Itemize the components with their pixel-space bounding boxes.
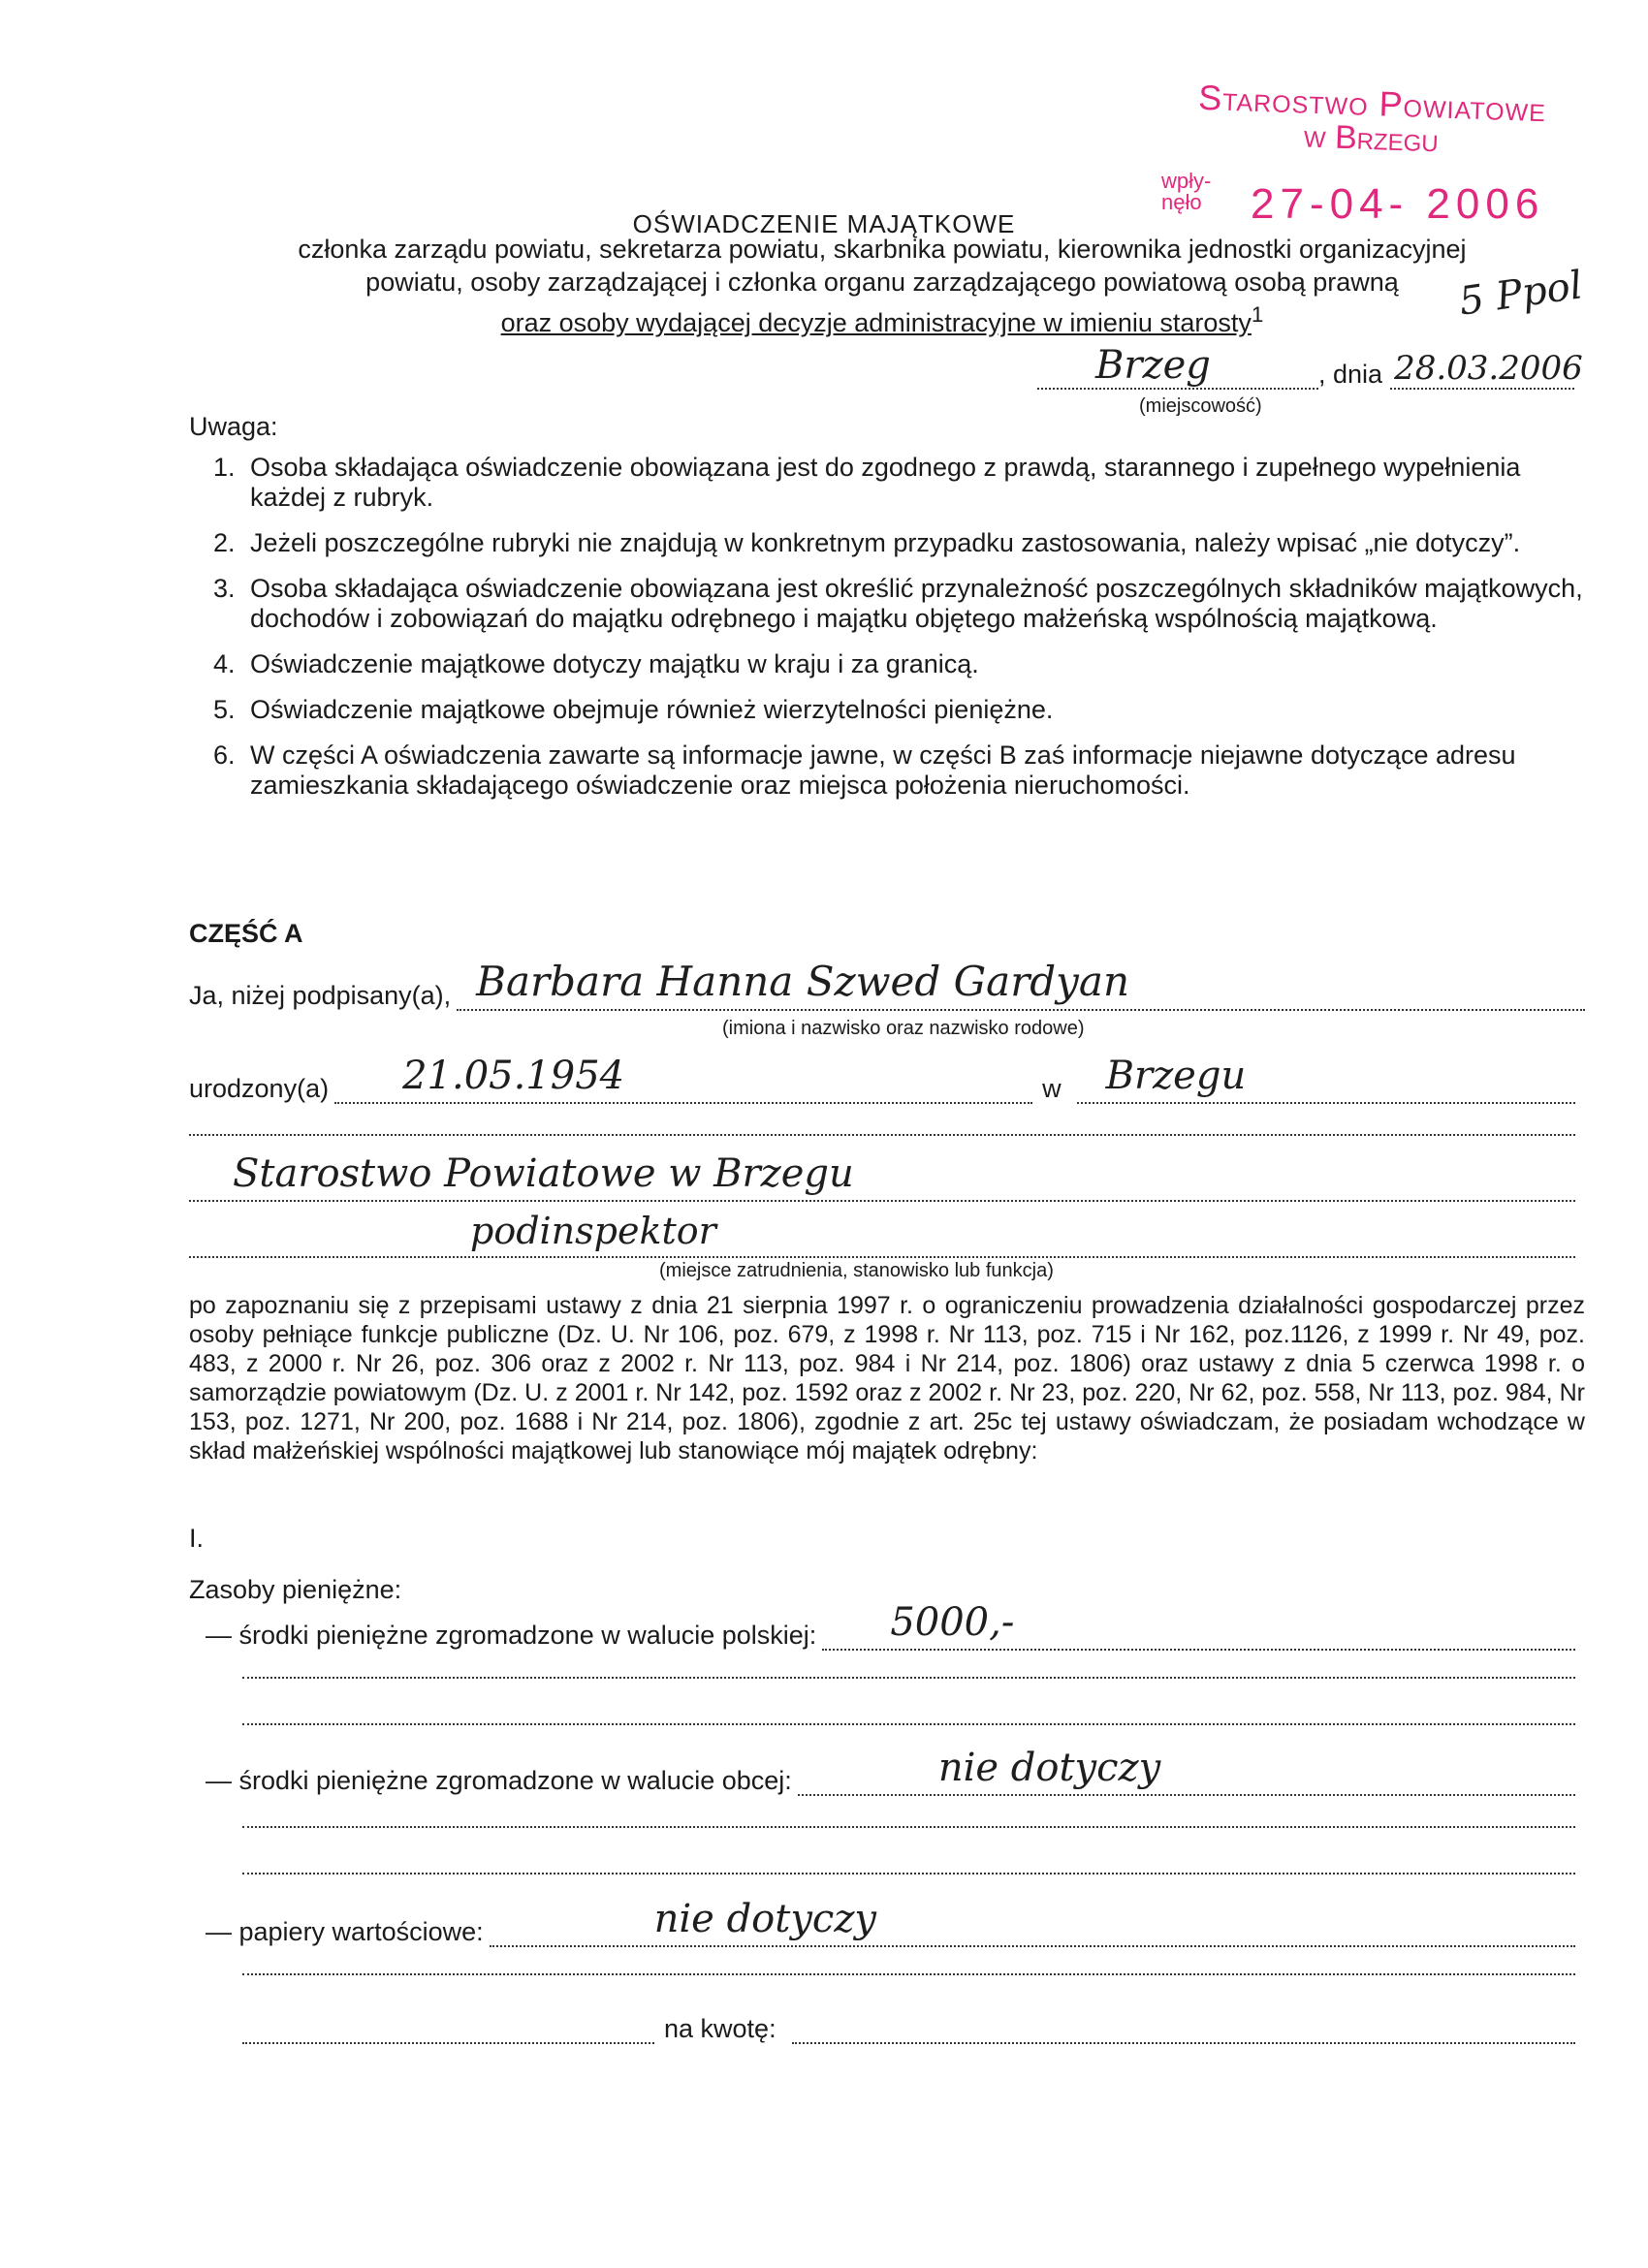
registry-stamp: [1157, 76, 1586, 165]
amount-label: na kwotę:: [664, 2014, 776, 2043]
employer-row: [189, 1151, 1575, 1202]
note-item: 4. Oświadczenie majątkowe dotyczy majątku w kraju i za granicą.: [242, 649, 1595, 679]
subtitle-line-2: powiatu, osoby zarządzającej i członka organu zarządzającego powiatową osobą prawną: [365, 268, 1399, 297]
foreign-field[interactable]: [798, 1746, 1575, 1796]
date-label: , dnia: [1318, 360, 1383, 389]
blank-line: [242, 1675, 1575, 1679]
stamp-city: w Brzegu: [1303, 117, 1440, 160]
birth-place-field[interactable]: [1077, 1054, 1575, 1104]
birth-place-value: Brzegu: [1105, 1054, 1247, 1098]
foreign-label: — środki pieniężne zgromadzone w walucie obcej:: [206, 1766, 792, 1795]
margin-note: 5 Ppol: [1456, 263, 1586, 325]
name-caption: (imiona i nazwisko oraz nazwisko rodowe): [722, 1018, 1085, 1039]
name-field[interactable]: [457, 958, 1585, 1011]
employer-value: Starostwo Powiatowe w Brzegu: [233, 1151, 854, 1196]
securities-label: — papiery wartościowe:: [206, 1917, 484, 1946]
securities-field[interactable]: [490, 1897, 1575, 1947]
subtitle-line-3: oraz osoby wydającej decyzje administracyjne w imieniu starosty$^1$: [500, 302, 1264, 337]
place-caption: (miejscowość): [1139, 395, 1262, 417]
amount-row: [242, 2014, 1575, 2044]
section-roman: I.: [189, 1524, 205, 1553]
in-label: w: [1042, 1074, 1062, 1103]
foreign-value: nie dotyczy: [937, 1746, 1161, 1790]
note-item: 5. Oświadczenie majątkowe obejmuje również wierzytelności pieniężne.: [242, 695, 1595, 725]
position-row: [189, 1210, 1575, 1258]
securities-value: nie dotyczy: [653, 1897, 876, 1941]
pln-field[interactable]: [822, 1600, 1575, 1651]
form-title: OŚWIADCZENIE MAJĄTKOWE: [632, 209, 1016, 238]
foreign-row: [206, 1746, 1575, 1796]
blank-line: [189, 1132, 1575, 1136]
date-field[interactable]: [1390, 349, 1583, 390]
securities-row: [206, 1897, 1575, 1947]
blank-line: [242, 1721, 1575, 1725]
law-reference-text: po zapoznaniu się z przepisami ustawy z dnia 21 sierpnia 1997 r. o ograniczeniu prowadzenia działalności gospodarczej przez osoby pełniące funkcje publiczne (Dz. U. Nr 106, poz. 679, z 1998 r. Nr 113, poz. 715 i Nr 162, poz.1126, z 1999 r. Nr 49, poz. 483, z 2000 r. Nr 26, poz. 306 oraz z 2002 r. Nr 113, poz. 984 i Nr 214, poz. 1806) oraz ustawy z dnia 5 czerwca 1998 r. o samorządzie powiatowym (Dz. U. z 2001 r. Nr 142, poz. 1592 oraz z 2002 r. Nr 23, poz. 220, Nr 62, poz. 558, Nr 113, poz. 984, Nr 153, poz. 1271, Nr 200, poz. 1688 i Nr 214, poz. 1806), zgodnie z art. 25c tej ustawy oświadczam, że posiadam wchodzące w skład małżeńskiej wspólności majątkowej lub stanowiące mój majątek odrębny:: [189, 1292, 1585, 1465]
blank-line: [242, 1871, 1575, 1874]
position-field[interactable]: [189, 1210, 1575, 1258]
position-value: podinspektor: [470, 1210, 716, 1252]
notes-heading: Uwaga:: [189, 412, 278, 441]
stamp-received-date: 27-04- 2006: [1251, 180, 1545, 228]
section-heading: Zasoby pieniężne:: [189, 1575, 402, 1604]
notes-list: [199, 453, 1595, 816]
note-item: 1. Osoba składająca oświadczenie obowiązana jest do zgodnego z prawdą, starannego i zupełnego wypełnienia każdej z rubryk.: [242, 453, 1595, 513]
employer-field[interactable]: [189, 1151, 1575, 1202]
amount-field[interactable]: [792, 2017, 1575, 2044]
stamp-received-label: wpły- nęło: [1161, 169, 1212, 214]
birth-date-field[interactable]: [334, 1054, 1032, 1104]
blank-line: [242, 1824, 1575, 1828]
born-label: urodzony(a): [189, 1074, 330, 1103]
stamp-office: Starostwo Powiatowe: [1197, 77, 1547, 130]
birth-row: [189, 1054, 1575, 1104]
subtitle-line-1: członka zarządu powiatu, sekretarza powiatu, skarbnika powiatu, kierownika jednostki organizacyjnej: [298, 235, 1467, 264]
pln-value: 5000,-: [890, 1600, 1015, 1645]
name-row: [189, 958, 1585, 1011]
pln-row: [206, 1600, 1575, 1651]
birth-date-value: 21.05.1954: [402, 1054, 625, 1098]
pln-label: — środki pieniężne zgromadzone w walucie polskiej:: [206, 1621, 817, 1650]
employment-caption: (miejsce zatrudnienia, stanowisko lub funkcja): [659, 1260, 1054, 1281]
amount-leading-line: [242, 2017, 654, 2044]
note-item: 2. Jeżeli poszczególne rubryki nie znajdują w konkretnym przypadku zastosowania, należy wpisać „nie dotyczy”.: [242, 528, 1595, 558]
place-field[interactable]: [1037, 343, 1318, 390]
note-item: 3. Osoba składająca oświadczenie obowiązana jest określić przynależność poszczególnych składników majątkowych, dochodów i zobowiązań do majątku odrębnego i majątku objętego małżeńską wspólnością majątkową.: [242, 574, 1595, 634]
signed-label: Ja, niżej podpisany(a),: [189, 981, 452, 1010]
place-value: Brzeg: [1095, 343, 1211, 388]
date-value: 28.03.2006: [1394, 349, 1583, 388]
footnote-mark: 1: [1251, 302, 1264, 327]
blank-line: [242, 1971, 1575, 1975]
note-item: 6. W części A oświadczenia zawarte są informacje jawne, w części B zaś informacje niejawne dotyczące adresu zamieszkania składającego oświadczenie oraz miejsca położenia nieruchomości.: [242, 740, 1595, 801]
part-a-heading: CZĘŚĆ A: [189, 919, 303, 948]
form-subtitle: [194, 233, 1570, 339]
place-date-row: [1037, 343, 1583, 390]
name-value: Barbara Hanna Szwed Gardyan: [476, 958, 1130, 1005]
